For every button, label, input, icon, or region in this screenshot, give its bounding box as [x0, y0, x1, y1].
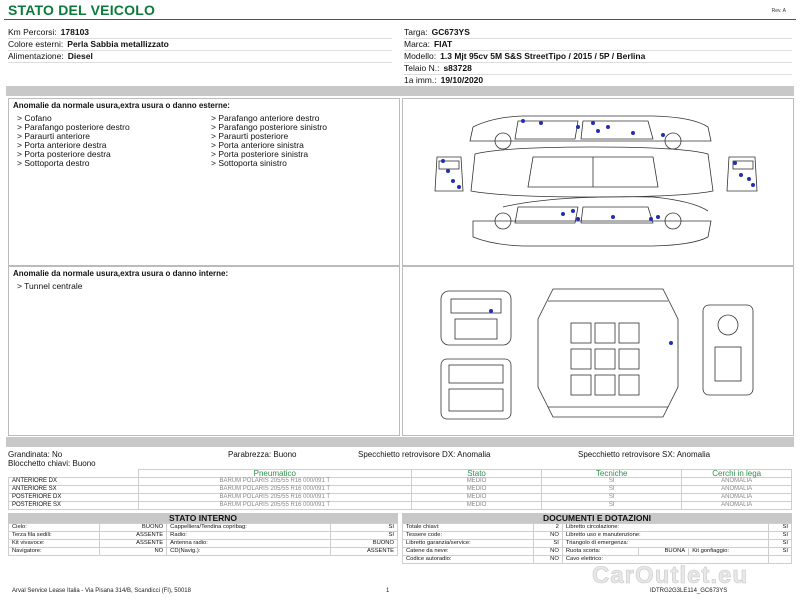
table-row	[403, 548, 792, 556]
info-row	[404, 27, 792, 39]
interior-floor-plan	[538, 289, 678, 417]
cell-value: NO	[534, 548, 563, 556]
info-value: Perla Sabbia metallizzato	[67, 39, 169, 49]
cell-label: Kit gonfiaggio:	[689, 548, 769, 556]
damage-item: > Porta anteriore sinistra	[211, 140, 304, 150]
cell-label: Libretto garanzia/service:	[403, 540, 534, 548]
damage-markers	[441, 119, 755, 221]
info-label: Colore esterni:	[8, 39, 64, 49]
damage-marker	[669, 341, 673, 345]
tyres-header: Pneumatico	[138, 470, 411, 478]
table-row	[9, 540, 398, 548]
tyres-header-row	[9, 470, 792, 478]
info-row	[8, 39, 392, 51]
footer-page-number: 1	[386, 588, 390, 594]
cell-label: Cielo:	[9, 524, 100, 532]
cell-label: Tessere code:	[403, 532, 534, 540]
damage-item: > Parafango posteriore sinistro	[211, 122, 327, 132]
internal-car-diagram-panel	[402, 266, 794, 436]
damage-marker	[571, 209, 575, 213]
cell-label: Cappelliera/Tendina copribag:	[167, 524, 331, 532]
damage-marker	[649, 217, 653, 221]
tyre-position: POSTERIORE SX	[9, 502, 139, 510]
cell-label: Triangolo di emergenza:	[562, 540, 768, 548]
cell-value: 2	[534, 524, 563, 532]
documents-section	[402, 513, 792, 564]
grandinata-status: Grandinata: No	[8, 450, 63, 459]
info-label: 1a imm.:	[404, 75, 437, 85]
cell-label: Totale chiavi:	[403, 524, 534, 532]
cell-value: SI	[769, 548, 792, 556]
key-block-status: Blocchetto chiavi: Buono	[8, 459, 96, 468]
damage-marker	[606, 125, 610, 129]
vehicle-info-right	[404, 27, 792, 87]
cell-value: ASSENTE	[331, 548, 398, 556]
documents-title: DOCUMENTI E DOTAZIONI	[402, 513, 792, 523]
car-side-top	[470, 116, 711, 141]
damage-item: > Parafango posteriore destro	[17, 122, 130, 132]
damage-marker	[733, 161, 737, 165]
tyre-position: ANTERIORE DX	[9, 478, 139, 486]
damage-marker	[457, 185, 461, 189]
cell-label: Kit vivavoce:	[9, 540, 100, 548]
tyre-rim: ANOMALIA	[682, 478, 792, 486]
tyre-rim: ANOMALIA	[682, 494, 792, 502]
external-damage-list-left	[17, 114, 130, 168]
table-row	[9, 532, 398, 540]
damage-marker	[441, 159, 445, 163]
tyre-state: MEDIO	[412, 478, 542, 486]
tyre-model: BARUM POLARIS 205/55 R16 000/091 T	[138, 486, 411, 494]
table-row	[9, 502, 792, 510]
info-label: Alimentazione:	[8, 51, 64, 61]
cell-value: SI	[331, 524, 398, 532]
damage-item: > Paraurti anteriore	[17, 131, 90, 141]
damage-marker	[661, 133, 665, 137]
damage-marker	[576, 217, 580, 221]
cell-label: Libretto circolazione:	[562, 524, 768, 532]
damage-marker	[561, 212, 565, 216]
footer-company: Arval Service Lease Italia - Via Pisana 314/B, Scandicci (FI), 50018	[12, 588, 191, 594]
damage-item: > Cofano	[17, 113, 52, 123]
damage-marker	[747, 177, 751, 181]
tyres-table	[8, 469, 792, 510]
tyre-model: BARUM POLARIS 205/55 R16 000/091 T	[138, 478, 411, 486]
cell-value: ASSENTE	[100, 540, 167, 548]
documents-table	[402, 523, 792, 564]
tyre-state: MEDIO	[412, 502, 542, 510]
internal-state-table	[8, 523, 398, 556]
cell-label: Antenna radio:	[167, 540, 331, 548]
internal-car-diagram	[403, 267, 793, 435]
tyre-rim: ANOMALIA	[682, 502, 792, 510]
damage-item: > Sottoporta sinistro	[211, 158, 287, 168]
tyre-model: BARUM POLARIS 205/55 R16 000/091 T	[138, 494, 411, 502]
tyre-model: BARUM POLARIS 205/55 R16 000/091 T	[138, 502, 411, 510]
cell-value: ASSENTE	[100, 532, 167, 540]
vehicle-info-left	[8, 27, 392, 63]
damage-item: > Porta posteriore destra	[17, 149, 111, 159]
damage-item: > Porta anteriore destra	[17, 140, 107, 150]
info-label: Km Percorsi:	[8, 27, 57, 37]
tyre-tech: SI	[542, 494, 682, 502]
external-damage-title: Anomalie da normale usura,extra usura o danno esterne:	[13, 101, 230, 110]
info-value: Diesel	[67, 51, 93, 61]
table-row	[403, 540, 792, 548]
internal-damage-panel	[8, 266, 400, 436]
interior-dashboard-view	[703, 305, 753, 395]
title-rule	[4, 19, 796, 20]
cell-value: SI	[769, 532, 792, 540]
tyre-state: MEDIO	[412, 486, 542, 494]
cell-value: NO	[534, 556, 563, 564]
section-divider	[6, 437, 794, 447]
table-row	[9, 548, 398, 556]
damage-marker	[656, 215, 660, 219]
cell-value: BUONO	[331, 540, 398, 548]
cell-value: SI	[331, 532, 398, 540]
info-row	[8, 51, 392, 63]
damage-marker	[751, 183, 755, 187]
info-label: Telaio N.:	[404, 63, 440, 73]
cell-label: Catene da neve:	[403, 548, 534, 556]
internal-state-section	[8, 513, 398, 556]
damage-marker	[576, 125, 580, 129]
info-value: s83728	[443, 63, 472, 73]
cell-value: SI	[769, 540, 792, 548]
damage-marker	[539, 121, 543, 125]
external-car-diagram	[403, 99, 793, 265]
info-row	[8, 27, 392, 39]
internal-state-title: STATO INTERNO	[8, 513, 398, 523]
cell-value: NO	[100, 548, 167, 556]
info-row	[404, 63, 792, 75]
table-row	[9, 486, 792, 494]
tyre-tech: SI	[542, 502, 682, 510]
parabrezza-status: Parabrezza: Buono	[228, 450, 297, 459]
tyre-tech: SI	[542, 486, 682, 494]
watermark-logo: CarOutlet.eu	[592, 562, 749, 589]
cell-value	[769, 556, 792, 564]
tyre-state: MEDIO	[412, 494, 542, 502]
internal-damage-markers	[489, 309, 673, 345]
table-row	[403, 532, 792, 540]
damage-item: > Parafango anteriore destro	[211, 113, 320, 123]
cell-value: SI	[769, 524, 792, 532]
damage-item: > Sottoporta destro	[17, 158, 90, 168]
internal-damage-list	[17, 282, 82, 291]
cell-value: BUONO	[100, 524, 167, 532]
cell-label: Ruota scorta:	[562, 548, 638, 556]
cell-label: Radio:	[167, 532, 331, 540]
tyre-position: ANTERIORE SX	[9, 486, 139, 494]
cell-label: Codice autoradio:	[403, 556, 534, 564]
mirror-left-status: Specchietto retrovisore SX: Anomalia	[578, 450, 711, 459]
info-label: Targa:	[404, 27, 428, 37]
cell-label: Terza fila sedili:	[9, 532, 100, 540]
cell-value: BUONA	[638, 548, 688, 556]
revision-label: Rev. A	[771, 8, 786, 14]
damage-marker	[446, 169, 450, 173]
mirror-right-status: Specchietto retrovisore DX: Anomalia	[358, 450, 491, 459]
info-label: Modello:	[404, 51, 437, 61]
damage-marker	[611, 215, 615, 219]
damage-marker	[739, 173, 743, 177]
section-divider	[6, 86, 794, 96]
damage-marker	[631, 131, 635, 135]
info-row	[404, 51, 792, 63]
external-damage-list-right	[211, 114, 327, 168]
external-car-diagram-panel	[402, 98, 794, 266]
car-top-view	[471, 147, 713, 197]
table-row	[403, 524, 792, 532]
damage-marker	[596, 129, 600, 133]
info-value: FIAT	[433, 39, 453, 49]
info-row	[404, 39, 792, 51]
tyre-tech: SI	[542, 478, 682, 486]
damage-marker	[591, 121, 595, 125]
cell-value: NO	[534, 532, 563, 540]
info-label: Marca:	[404, 39, 430, 49]
info-value: GC673YS	[431, 27, 470, 37]
damage-marker	[521, 119, 525, 123]
cell-value: SI	[534, 540, 563, 548]
cell-label: Cavo elettrico:	[562, 556, 768, 564]
damage-item: > Paraurti posteriore	[211, 131, 289, 141]
internal-damage-title: Anomalie da normale usura,extra usura o danno interne:	[13, 269, 229, 278]
page-title: STATO DEL VEICOLO	[8, 2, 156, 18]
table-row	[9, 494, 792, 502]
tyres-header: Tecniche	[542, 470, 682, 478]
damage-item: > Tunnel centrale	[17, 281, 83, 291]
table-row	[9, 524, 398, 532]
cell-label: CD(Navig.):	[167, 548, 331, 556]
external-damage-panel	[8, 98, 400, 266]
tyres-header: Stato	[412, 470, 542, 478]
tyres-header: Cerchi in lega	[682, 470, 792, 478]
cell-label: Navigatore:	[9, 548, 100, 556]
damage-marker	[451, 179, 455, 183]
car-side-bottom	[473, 221, 711, 246]
damage-marker	[489, 309, 493, 313]
footer-document-code: IDTRG2G3LE114_GC673YS	[650, 588, 728, 594]
tyre-rim: ANOMALIA	[682, 486, 792, 494]
damage-item: > Porta posteriore sinistra	[211, 149, 309, 159]
info-value: 19/10/2020	[440, 75, 484, 85]
info-value: 178103	[60, 27, 90, 37]
cell-label: Libretto uso e manutenzione:	[562, 532, 768, 540]
table-row	[9, 478, 792, 486]
info-value: 1.3 Mjt 95cv 5M S&S StreetTipo / 2015 / 5P / Berlina	[440, 51, 646, 61]
tyre-position: POSTERIORE DX	[9, 494, 139, 502]
